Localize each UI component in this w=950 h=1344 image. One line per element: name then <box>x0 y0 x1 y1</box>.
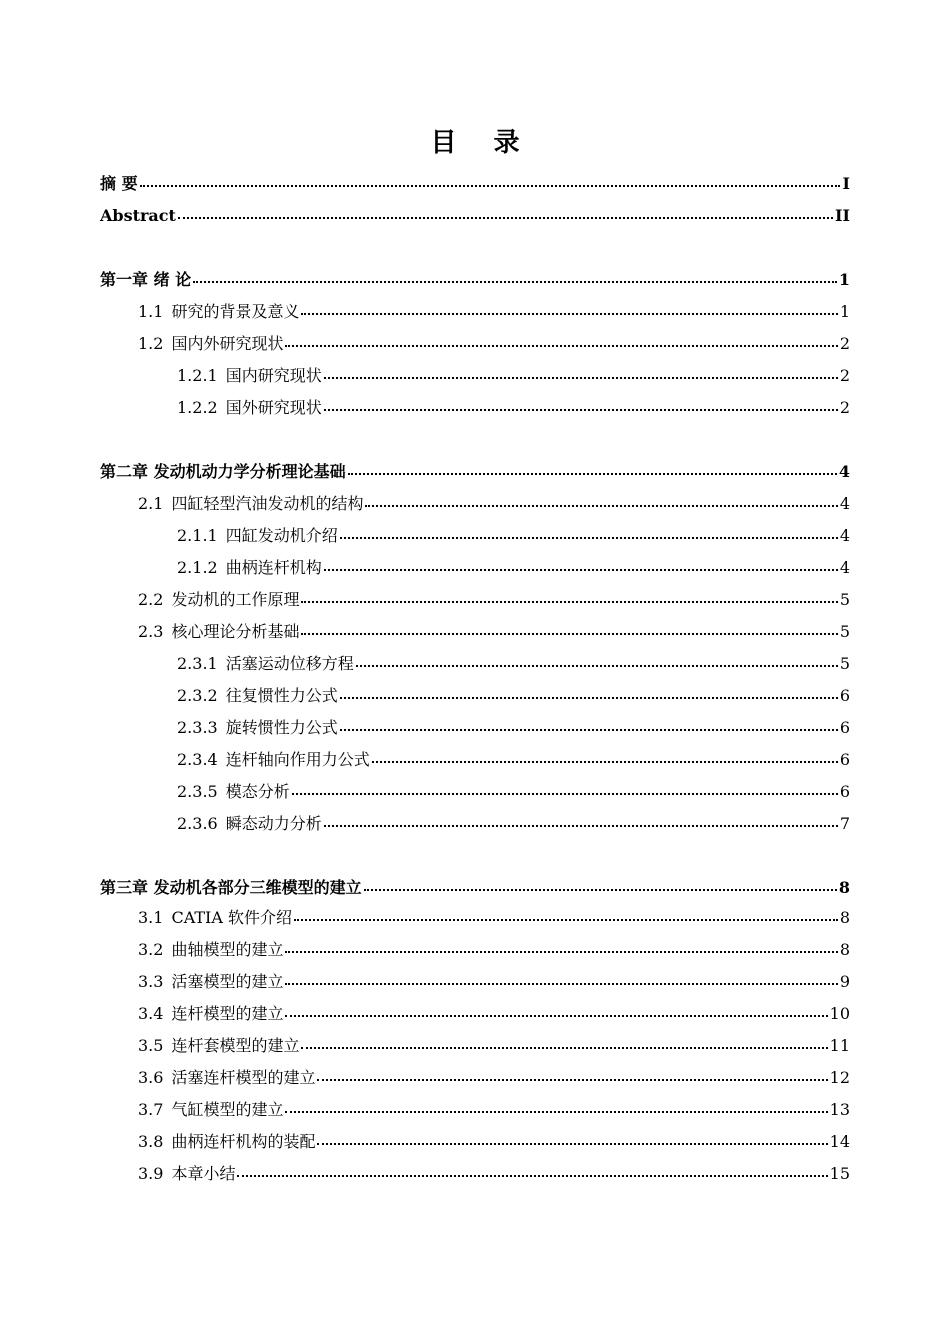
toc-entry[interactable] <box>138 492 850 516</box>
toc-leader-dots <box>324 569 838 571</box>
toc-entry-number: 2.1 <box>138 494 164 513</box>
toc-entry-page: 8 <box>839 908 850 927</box>
toc-entry[interactable] <box>138 938 850 962</box>
toc-entry-number: 3.2 <box>138 940 164 959</box>
toc-entry[interactable] <box>138 620 850 644</box>
toc-entry-label: 模态分析 <box>225 782 290 801</box>
toc-entry-number: 2.3.3 <box>177 718 218 737</box>
toc-entry[interactable] <box>100 268 850 292</box>
toc-entry-page: I <box>842 174 850 193</box>
toc-entry-number: 1.2.2 <box>177 398 218 417</box>
toc-entry-label: 四缸发动机介绍 <box>225 526 338 545</box>
toc-entry-number: 2.3 <box>138 622 164 641</box>
toc-entry-page: 14 <box>829 1132 850 1151</box>
toc-leader-dots <box>285 1015 827 1017</box>
toc-leader-dots <box>340 537 838 539</box>
toc-entry[interactable] <box>138 1130 850 1154</box>
toc-entry-page: 7 <box>839 814 850 833</box>
toc-entry-label: 活塞连杆模型的建立 <box>171 1068 316 1087</box>
toc-leader-dots <box>317 1079 827 1081</box>
toc-entry[interactable] <box>177 716 850 740</box>
toc-entry-page: 8 <box>839 940 850 959</box>
toc-leader-dots <box>285 983 837 985</box>
toc-entry-number: 2.3.6 <box>177 814 218 833</box>
toc-entry-label: 气缸模型的建立 <box>171 1100 284 1119</box>
toc-entry[interactable] <box>177 364 850 388</box>
toc-entry[interactable] <box>138 332 850 356</box>
toc-entry[interactable] <box>100 172 850 196</box>
toc-entry-label: 曲轴模型的建立 <box>171 940 284 959</box>
toc-leader-dots <box>372 761 838 763</box>
toc-entry-page: 1 <box>839 302 850 321</box>
toc-leader-dots <box>340 729 838 731</box>
toc-leader-dots <box>301 313 837 315</box>
toc-entry-page: 4 <box>839 558 850 577</box>
toc-entry-page: 11 <box>829 1036 850 1055</box>
toc-entry-label: 连杆轴向作用力公式 <box>225 750 370 769</box>
toc-entry-number: 3.8 <box>138 1132 164 1151</box>
toc-entry-number: 2.3.4 <box>177 750 218 769</box>
toc-entry-label: CATIA 软件介绍 <box>171 908 293 927</box>
toc-entry-label: 国内研究现状 <box>225 366 322 385</box>
toc-entry-page: 2 <box>839 334 850 353</box>
toc-entry-page: 13 <box>829 1100 850 1119</box>
toc-leader-dots <box>317 1143 827 1145</box>
toc-entry-label: 第一章 绪 论 <box>100 270 192 289</box>
toc-entry[interactable] <box>138 1098 850 1122</box>
toc-leader-dots <box>140 185 840 187</box>
toc-leader-dots <box>294 919 838 921</box>
toc-entry-page: 5 <box>839 590 850 609</box>
toc-entry[interactable] <box>177 812 850 836</box>
toc-entry-page: 5 <box>839 622 850 641</box>
toc-entry-page: 5 <box>839 654 850 673</box>
toc-leader-dots <box>301 601 837 603</box>
toc-entry-page: 10 <box>829 1004 850 1023</box>
toc-entry[interactable] <box>138 906 850 930</box>
toc-leader-dots <box>364 889 837 891</box>
toc-entry-number: 3.4 <box>138 1004 164 1023</box>
toc-entry-number: 3.3 <box>138 972 164 991</box>
toc-entry-label: 连杆套模型的建立 <box>171 1036 300 1055</box>
toc-leader-dots <box>301 1047 827 1049</box>
toc-entry-label: 连杆模型的建立 <box>171 1004 284 1023</box>
toc-entry-label: 本章小结 <box>171 1164 236 1183</box>
toc-entry[interactable] <box>100 460 850 484</box>
toc-entry-page: II <box>835 206 850 225</box>
toc-entry-page: 15 <box>829 1164 850 1183</box>
toc-entry-label: 四缸轻型汽油发动机的结构 <box>171 494 364 513</box>
toc-leader-dots <box>324 377 838 379</box>
toc-entry[interactable] <box>138 1066 850 1090</box>
toc-entry-label: 活塞运动位移方程 <box>225 654 354 673</box>
toc-entry-label: 曲柄连杆机构的装配 <box>171 1132 316 1151</box>
toc-entry-page: 6 <box>839 686 850 705</box>
toc-entry-label: 曲柄连杆机构 <box>225 558 322 577</box>
toc-entry-page: 8 <box>838 878 850 897</box>
toc-entry-page: 4 <box>838 462 850 481</box>
toc-entry-number: 2.3.2 <box>177 686 218 705</box>
toc-leader-dots <box>285 1111 827 1113</box>
toc-entry[interactable] <box>177 748 850 772</box>
toc-entry-label: 核心理论分析基础 <box>171 622 300 641</box>
toc-entry-number: 2.3.1 <box>177 654 218 673</box>
toc-entry-page: 4 <box>839 494 850 513</box>
toc-entry-label: 旋转惯性力公式 <box>225 718 338 737</box>
toc-entry-page: 6 <box>839 718 850 737</box>
toc-entry-label: 国内外研究现状 <box>171 334 284 353</box>
toc-entry-page: 2 <box>839 398 850 417</box>
toc-entry[interactable] <box>138 1034 850 1058</box>
toc-entry-number: 2.1.1 <box>177 526 218 545</box>
toc-leader-dots <box>237 1175 827 1177</box>
toc-entry-number: 2.3.5 <box>177 782 218 801</box>
toc-entry-label: Abstract <box>100 206 176 225</box>
toc-leader-dots <box>285 345 837 347</box>
toc-entry-number: 3.6 <box>138 1068 164 1087</box>
toc-entry-number: 3.7 <box>138 1100 164 1119</box>
toc-entry[interactable] <box>177 524 850 548</box>
toc-entry-number: 3.1 <box>138 908 164 927</box>
page-title: 目 录 <box>430 128 534 158</box>
toc-entry-label: 国外研究现状 <box>225 398 322 417</box>
toc-leader-dots <box>292 793 838 795</box>
toc-leader-dots <box>348 473 837 475</box>
toc-entry-label: 活塞模型的建立 <box>171 972 284 991</box>
toc-entry-number: 3.5 <box>138 1036 164 1055</box>
toc-entry-label: 发动机的工作原理 <box>171 590 300 609</box>
toc-entry[interactable] <box>138 1002 850 1026</box>
toc-leader-dots <box>340 697 838 699</box>
toc-entry-label: 摘 要 <box>100 174 138 193</box>
toc-entry[interactable] <box>138 588 850 612</box>
toc-entry-number: 1.1 <box>138 302 164 321</box>
toc-entry[interactable] <box>100 876 850 900</box>
toc-entry-page: 2 <box>839 366 850 385</box>
toc-entry[interactable] <box>138 1162 850 1186</box>
toc-entry-number: 1.2.1 <box>177 366 218 385</box>
toc-leader-dots <box>193 281 837 283</box>
toc-leader-dots <box>356 665 838 667</box>
toc-entry-label: 第三章 发动机各部分三维模型的建立 <box>100 878 362 897</box>
toc-leader-dots <box>324 825 838 827</box>
toc-entry-page: 4 <box>839 526 850 545</box>
toc-leader-dots <box>301 633 837 635</box>
toc-entry-page: 6 <box>839 782 850 801</box>
toc-entry-number: 1.2 <box>138 334 164 353</box>
toc-entry[interactable] <box>100 204 850 228</box>
toc-leader-dots <box>178 217 833 219</box>
toc-leader-dots <box>365 505 837 507</box>
toc-entry[interactable] <box>177 652 850 676</box>
toc-leader-dots <box>285 951 837 953</box>
toc-entry[interactable] <box>177 684 850 708</box>
toc-entry-label: 第二章 发动机动力学分析理论基础 <box>100 462 346 481</box>
toc-entry-page: 12 <box>829 1068 850 1087</box>
toc-leader-dots <box>324 409 838 411</box>
toc-entry-label: 研究的背景及意义 <box>171 302 300 321</box>
toc-entry-number: 2.1.2 <box>177 558 218 577</box>
toc-entry-page: 6 <box>839 750 850 769</box>
toc-entry-page: 1 <box>838 270 850 289</box>
toc-entry-page: 9 <box>839 972 850 991</box>
toc-entry[interactable] <box>138 300 850 324</box>
toc-entry[interactable] <box>177 780 850 804</box>
toc-entry-number: 3.9 <box>138 1164 164 1183</box>
toc-entry[interactable] <box>177 396 850 420</box>
toc-entry-label: 往复惯性力公式 <box>225 686 338 705</box>
toc-entry[interactable] <box>138 970 850 994</box>
toc-entry-number: 2.2 <box>138 590 164 609</box>
toc-entry-label: 瞬态动力分析 <box>225 814 322 833</box>
toc-entry[interactable] <box>177 556 850 580</box>
